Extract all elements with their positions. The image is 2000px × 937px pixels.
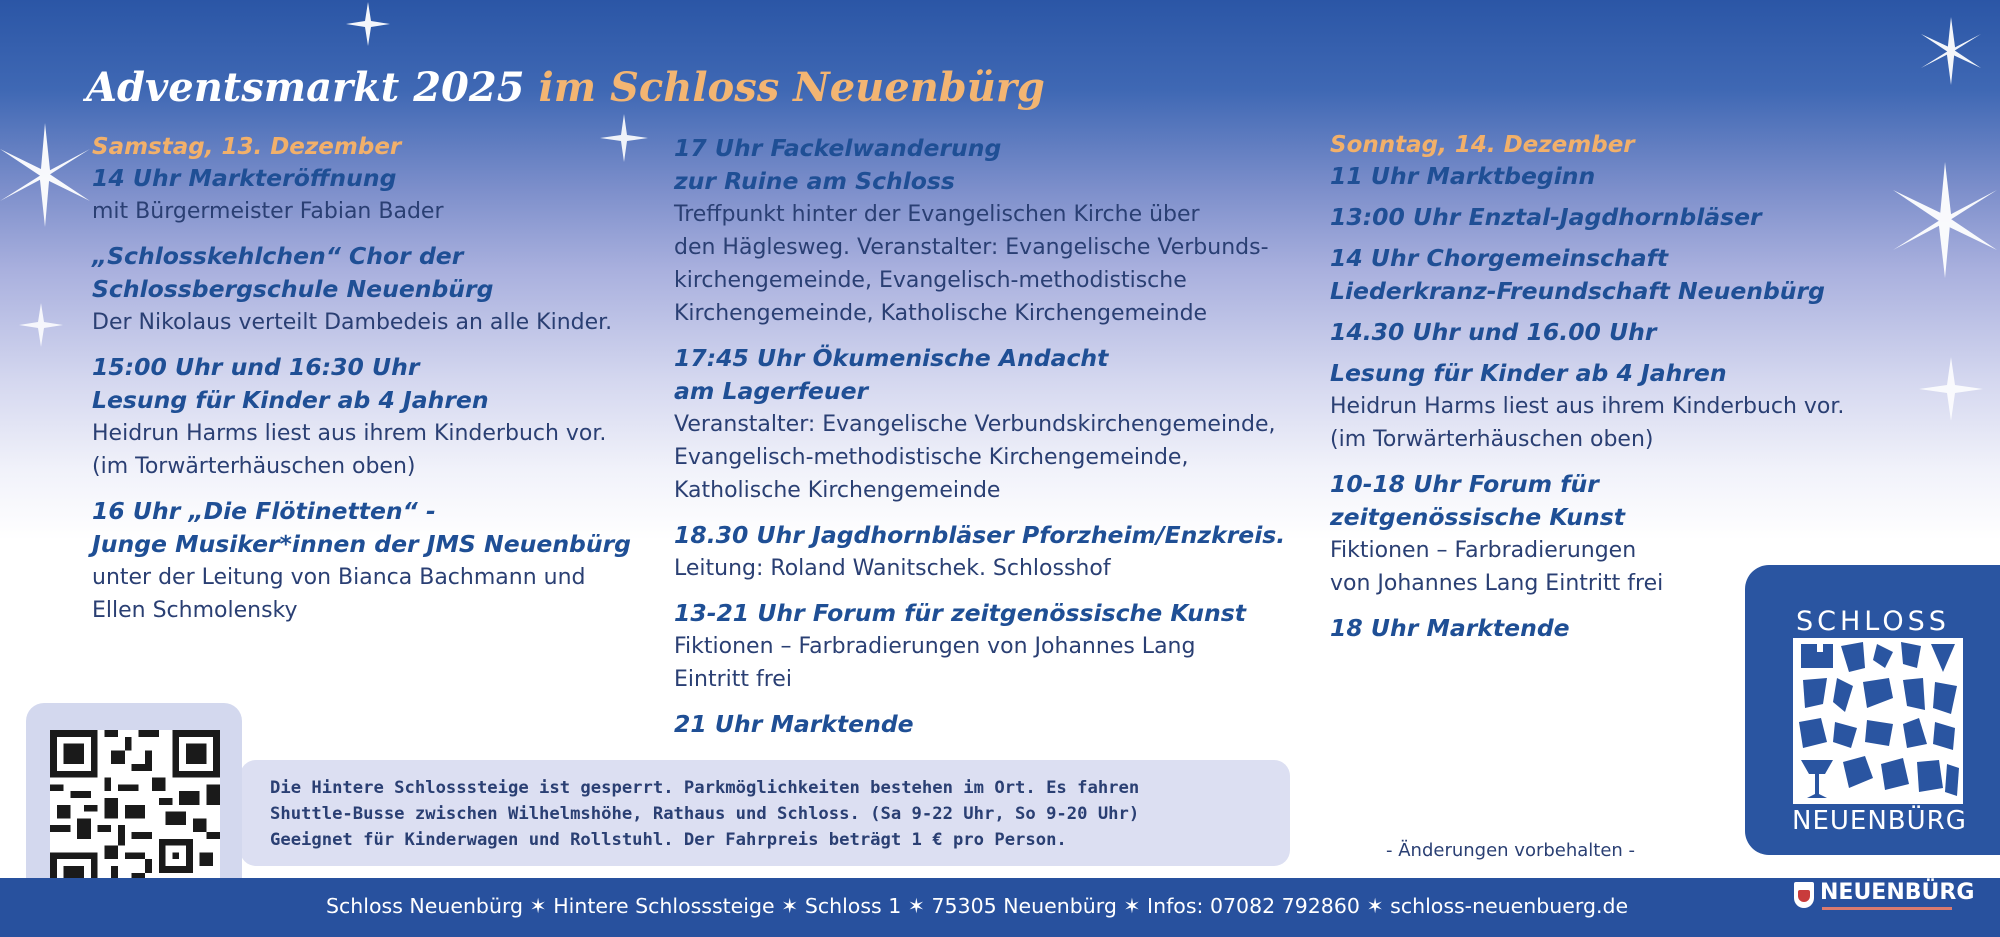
schloss-logo-mark-icon	[1793, 638, 1963, 804]
star-icon	[1916, 354, 1986, 424]
item-heading: Lesung für Kinder ab 4 Jahren	[92, 386, 489, 414]
item-heading: 16 Uhr „Die Flötinetten“ -	[92, 497, 436, 525]
program-item	[674, 597, 1314, 696]
program-item	[1330, 357, 1890, 456]
star-icon	[0, 120, 90, 230]
qr-code-icon[interactable]	[50, 730, 220, 900]
star-icon	[1914, 14, 1988, 88]
item-heading: am Lagerfeuer	[674, 377, 869, 405]
item-text: Eintritt frei	[674, 667, 792, 692]
program-item	[92, 162, 652, 228]
star-icon	[16, 300, 66, 350]
star-icon	[340, 0, 396, 48]
item-text: von Johannes Lang Eintritt frei	[1330, 571, 1664, 596]
item-heading: 15:00 Uhr und 16:30 Uhr	[92, 353, 420, 381]
item-heading: 14 Uhr Markteröffnung	[92, 164, 397, 192]
star-icon	[1890, 160, 2000, 280]
item-heading: 10-18 Uhr Forum für	[1330, 470, 1599, 498]
item-text: Fiktionen – Farbradierungen von Johannes Lang	[674, 634, 1196, 659]
program-item	[674, 342, 1314, 507]
item-text: Leitung: Roland Wanitschek. Schlosshof	[674, 556, 1111, 581]
title-main: Adventsmarkt 2025	[86, 64, 525, 111]
item-text: unter der Leitung von Bianca Bachmann und	[92, 565, 586, 590]
item-text: Katholische Kirchengemeinde	[674, 478, 1001, 503]
item-text: (im Torwärterhäuschen oben)	[1330, 427, 1654, 452]
item-heading: 13-21 Uhr Forum für zeitgenössische Kunst	[674, 599, 1246, 627]
program-item	[1330, 316, 1890, 349]
item-text: Ellen Schmolensky	[92, 598, 298, 623]
item-heading: Junge Musiker*innen der JMS Neuenbürg	[92, 530, 632, 558]
program-item	[674, 519, 1314, 585]
item-heading: Liederkranz-Freundschaft Neuenbürg	[1330, 277, 1825, 305]
item-text: Heidrun Harms liest aus ihrem Kinderbuch vor.	[1330, 394, 1845, 419]
notice-line: Geeignet für Kinderwagen und Rollstuhl. Der Fahrpreis beträgt 1 € pro Person.	[270, 830, 1067, 850]
changes-note: - Änderungen vorbehalten -	[1386, 840, 1636, 861]
footer-contact: Schloss Neuenbürg ✶ Hintere Schlosssteige ✶ Schloss 1 ✶ 75305 Neuenbürg ✶ Infos: 07082 792860 ✶ schloss-neuenbuerg.de	[326, 894, 1629, 918]
item-heading: Schlossbergschule Neuenbürg	[92, 275, 494, 303]
item-text: Veranstalter: Evangelische Verbundskirchengemeinde,	[674, 412, 1276, 437]
item-heading: 17 Uhr Fackelwanderung	[674, 134, 1002, 162]
item-heading: zeitgenössische Kunst	[1330, 503, 1625, 531]
program-item	[674, 132, 1314, 330]
item-text: Heidrun Harms liest aus ihrem Kinderbuch vor.	[92, 421, 607, 446]
item-text: Der Nikolaus verteilt Dambedeis an alle Kinder.	[92, 310, 613, 335]
program-item	[92, 240, 652, 339]
program-item	[674, 708, 1314, 741]
logo-bottom-text: NEUENBÜRG	[1792, 806, 1967, 836]
item-text: Evangelisch-methodistische Kirchengemeinde,	[674, 445, 1189, 470]
item-heading: 21 Uhr Marktende	[674, 710, 914, 738]
day-label-sunday: Sonntag, 14. Dezember	[1330, 132, 1635, 158]
item-heading: Lesung für Kinder ab 4 Jahren	[1330, 359, 1727, 387]
item-heading: 13:00 Uhr Enztal-Jagdhornbläser	[1330, 203, 1762, 231]
notice-box	[240, 760, 1290, 866]
item-heading: 11 Uhr Marktbeginn	[1330, 162, 1596, 190]
program-item	[92, 495, 652, 627]
city-logo-tagline-bar	[1822, 907, 1952, 910]
saturday-continued-column	[674, 132, 1314, 753]
item-heading: zur Ruine am Schloss	[674, 167, 955, 195]
item-heading: 18 Uhr Marktende	[1330, 614, 1570, 642]
logo-top-text: SCHLOSS	[1796, 606, 1950, 637]
item-text: kirchengemeinde, Evangelisch-methodistische	[674, 268, 1187, 293]
item-heading: „Schlosskehlchen“ Chor der	[92, 242, 464, 270]
item-text: Treffpunkt hinter der Evangelischen Kirche über	[674, 202, 1200, 227]
item-text: Fiktionen – Farbradierungen	[1330, 538, 1637, 563]
item-heading: 18.30 Uhr Jagdhornbläser Pforzheim/Enzkreis.	[674, 521, 1286, 549]
program-item	[1330, 160, 1890, 193]
item-heading: 17:45 Uhr Ökumenische Andacht	[674, 344, 1109, 372]
item-heading: 14 Uhr Chorgemeinschaft	[1330, 244, 1669, 272]
footer-bar	[0, 878, 2000, 937]
saturday-column	[92, 132, 652, 639]
item-text: mit Bürgermeister Fabian Bader	[92, 199, 444, 224]
day-label-saturday: Samstag, 13. Dezember	[92, 134, 402, 160]
item-heading: 14.30 Uhr und 16.00 Uhr	[1330, 318, 1657, 346]
program-item	[1330, 201, 1890, 234]
notice-line: Die Hintere Schlosssteige ist gesperrt. Parkmöglichkeiten bestehen im Ort. Es fahren	[270, 778, 1140, 798]
page-title	[86, 64, 1045, 111]
item-text: den Häglesweg. Veranstalter: Evangelische Verbunds-	[674, 235, 1269, 260]
city-logo-name: NEUENBÜRG	[1820, 880, 1975, 905]
city-crest-icon	[1794, 882, 1814, 908]
program-item	[1330, 242, 1890, 308]
notice-line: Shuttle-Busse zwischen Wilhelmshöhe, Rathaus und Schloss. (Sa 9-22 Uhr, So 9-20 Uhr)	[270, 804, 1140, 824]
item-text: Kirchengemeinde, Katholische Kirchengemeinde	[674, 301, 1208, 326]
item-text: (im Torwärterhäuschen oben)	[92, 454, 416, 479]
title-accent: im Schloss Neuenbürg	[538, 64, 1045, 111]
program-item	[92, 351, 652, 483]
